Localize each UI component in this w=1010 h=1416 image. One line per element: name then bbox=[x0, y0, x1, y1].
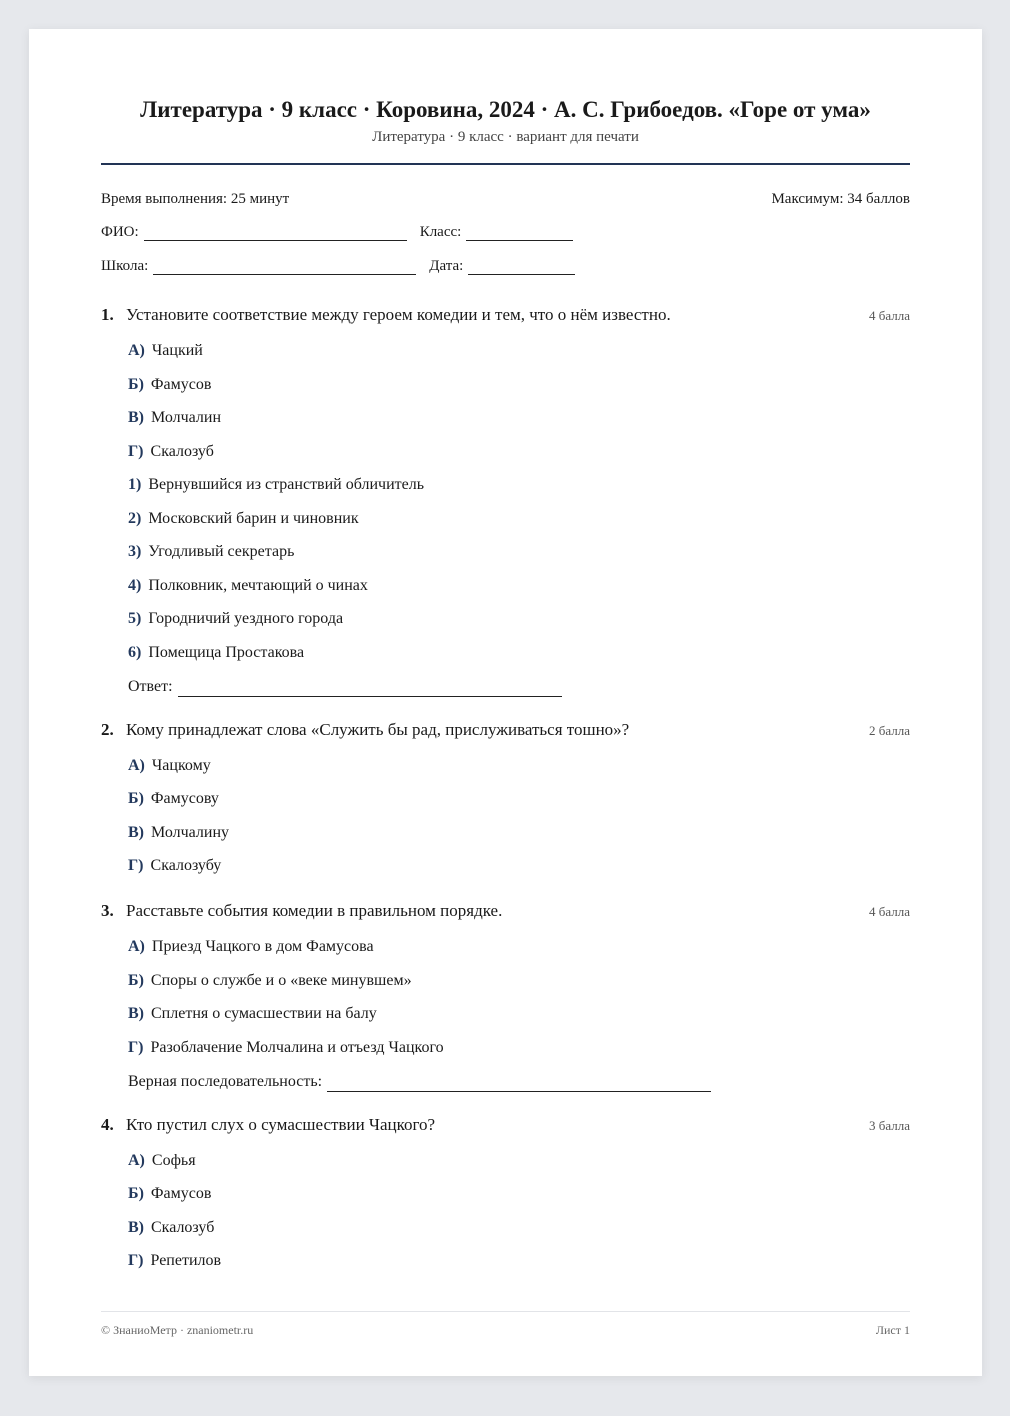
option-text: Полковник, мечтающий о чинах bbox=[148, 576, 368, 594]
question-text: Кто пустил слух о сумасшествии Чацкого? bbox=[126, 1114, 436, 1134]
option-item bbox=[128, 576, 910, 596]
answer-label: Ответ: bbox=[128, 677, 173, 695]
option-text: Помещица Простакова bbox=[148, 643, 305, 661]
option-text: Молчалину bbox=[151, 823, 229, 841]
option-key: 5) bbox=[128, 610, 142, 627]
option-item bbox=[128, 971, 910, 991]
fields-row-1 bbox=[101, 223, 910, 241]
option-item bbox=[128, 1038, 910, 1058]
option-key: А) bbox=[128, 756, 145, 774]
option-key: Б) bbox=[128, 790, 144, 807]
option-item bbox=[128, 609, 910, 629]
option-key: Г) bbox=[128, 1038, 144, 1056]
question-number: 2. bbox=[101, 719, 114, 739]
header-divider bbox=[101, 163, 910, 165]
page-title: Литература · 9 класс · Коровина, 2024 · А. С. Грибоедов. «Горе от ума» bbox=[140, 97, 871, 122]
date-label: Дата: bbox=[429, 258, 464, 274]
option-text: Молчалин bbox=[151, 409, 221, 426]
option-key: 3) bbox=[128, 543, 142, 560]
option-key: Б) bbox=[128, 971, 144, 989]
question-number: 4. bbox=[101, 1114, 114, 1134]
option-text: Разоблачение Молчалина и отъезд Чацкого bbox=[150, 1038, 444, 1056]
answer-row bbox=[128, 1072, 910, 1092]
question-points: 2 балла bbox=[869, 722, 910, 738]
option-item bbox=[128, 408, 910, 428]
fields-row-2 bbox=[101, 257, 910, 275]
option-item bbox=[128, 375, 910, 395]
class-blank[interactable] bbox=[466, 226, 573, 241]
question-1 bbox=[101, 304, 910, 697]
option-item bbox=[128, 756, 910, 776]
option-text: Скалозуб bbox=[150, 442, 214, 460]
option-text: Московский барин и чиновник bbox=[148, 509, 359, 527]
option-key: Б) bbox=[128, 1185, 144, 1202]
page-content bbox=[101, 29, 910, 1376]
option-text: Фамусов bbox=[150, 375, 212, 393]
option-text: Городничий уездного города bbox=[148, 610, 344, 627]
option-key: А) bbox=[128, 938, 145, 955]
question-text: Кому принадлежат слова «Служить бы рад, прислуживаться тошно»? bbox=[126, 719, 630, 739]
footer-page-number: Лист 1 bbox=[875, 1323, 910, 1337]
page-subtitle: Литература · 9 класс · вариант для печати bbox=[372, 129, 639, 145]
option-text: Фамусову bbox=[150, 790, 219, 807]
question-text: Установите соответствие между героем комедии и тем, что о нём известно. bbox=[126, 305, 671, 324]
option-key: В) bbox=[128, 1218, 144, 1236]
option-key: 6) bbox=[128, 643, 142, 661]
question-header bbox=[101, 900, 910, 923]
option-text: Чацкий bbox=[151, 342, 203, 359]
answer-row bbox=[128, 677, 910, 697]
option-item bbox=[128, 442, 910, 462]
option-item bbox=[128, 789, 910, 809]
answer-label: Верная последовательность: bbox=[128, 1072, 323, 1090]
option-item bbox=[128, 341, 910, 361]
option-item bbox=[128, 1151, 910, 1171]
option-item bbox=[128, 1184, 910, 1204]
page-footer bbox=[101, 1311, 910, 1337]
question-2 bbox=[101, 719, 910, 877]
footer-copyright: © ЗнаниоМетр · znaniometr.ru bbox=[101, 1323, 254, 1337]
date-blank[interactable] bbox=[468, 260, 575, 275]
answer-blank[interactable] bbox=[178, 682, 562, 697]
option-key: В) bbox=[128, 1005, 144, 1022]
question-header bbox=[101, 304, 910, 327]
option-key: 2) bbox=[128, 509, 142, 527]
worksheet-page bbox=[29, 29, 982, 1376]
option-item bbox=[128, 1218, 910, 1238]
option-item bbox=[128, 509, 910, 529]
question-number: 3. bbox=[101, 901, 114, 920]
option-item bbox=[128, 937, 910, 957]
option-text: Сплетня о сумасшествии на балу bbox=[151, 1005, 377, 1022]
option-item bbox=[128, 1251, 910, 1271]
option-text: Приезд Чацкого в дом Фамусова bbox=[151, 938, 374, 955]
option-key: Г) bbox=[128, 442, 144, 460]
option-key: В) bbox=[128, 409, 144, 426]
time-limit: Время выполнения: 25 минут bbox=[101, 191, 290, 207]
fio-label: ФИО: bbox=[101, 224, 139, 240]
option-item bbox=[128, 643, 910, 663]
option-key: Г) bbox=[128, 857, 144, 874]
question-header bbox=[101, 719, 910, 742]
question-3 bbox=[101, 900, 910, 1092]
option-text: Репетилов bbox=[150, 1252, 222, 1269]
option-item bbox=[128, 542, 910, 562]
fio-blank[interactable] bbox=[144, 226, 407, 241]
max-score: Максимум: 34 баллов bbox=[771, 191, 910, 207]
school-blank[interactable] bbox=[153, 260, 416, 275]
question-number: 1. bbox=[101, 305, 114, 324]
option-text: Скалозубу bbox=[150, 857, 222, 874]
class-label: Класс: bbox=[419, 224, 462, 240]
option-key: 4) bbox=[128, 576, 142, 594]
option-key: 1) bbox=[128, 476, 142, 493]
option-key: В) bbox=[128, 823, 144, 841]
meta-row bbox=[101, 190, 910, 208]
option-item bbox=[128, 823, 910, 843]
option-text: Угодливый секретарь bbox=[148, 543, 295, 560]
question-points: 4 балла bbox=[869, 308, 910, 323]
question-4 bbox=[101, 1114, 910, 1272]
question-points: 4 балла bbox=[869, 904, 910, 919]
option-text: Скалозуб bbox=[151, 1218, 215, 1236]
option-item bbox=[128, 475, 910, 495]
option-text: Вернувшийся из странствий обличитель bbox=[148, 476, 425, 493]
option-item bbox=[128, 1004, 910, 1024]
option-item bbox=[128, 856, 910, 876]
answer-blank[interactable] bbox=[327, 1077, 711, 1092]
question-header bbox=[101, 1114, 910, 1137]
question-points: 3 балла bbox=[869, 1117, 910, 1133]
option-key: Б) bbox=[128, 375, 144, 393]
question-text: Расставьте события комедии в правильном порядке. bbox=[126, 901, 503, 920]
option-text: Софья bbox=[151, 1151, 196, 1169]
option-key: Г) bbox=[128, 1252, 144, 1269]
school-label: Школа: bbox=[101, 258, 149, 274]
option-key: А) bbox=[128, 1151, 145, 1169]
option-text: Споры о службе и о «веке минувшем» bbox=[150, 971, 412, 989]
option-text: Чацкому bbox=[151, 756, 211, 774]
option-text: Фамусов bbox=[150, 1185, 212, 1202]
option-key: А) bbox=[128, 342, 145, 359]
